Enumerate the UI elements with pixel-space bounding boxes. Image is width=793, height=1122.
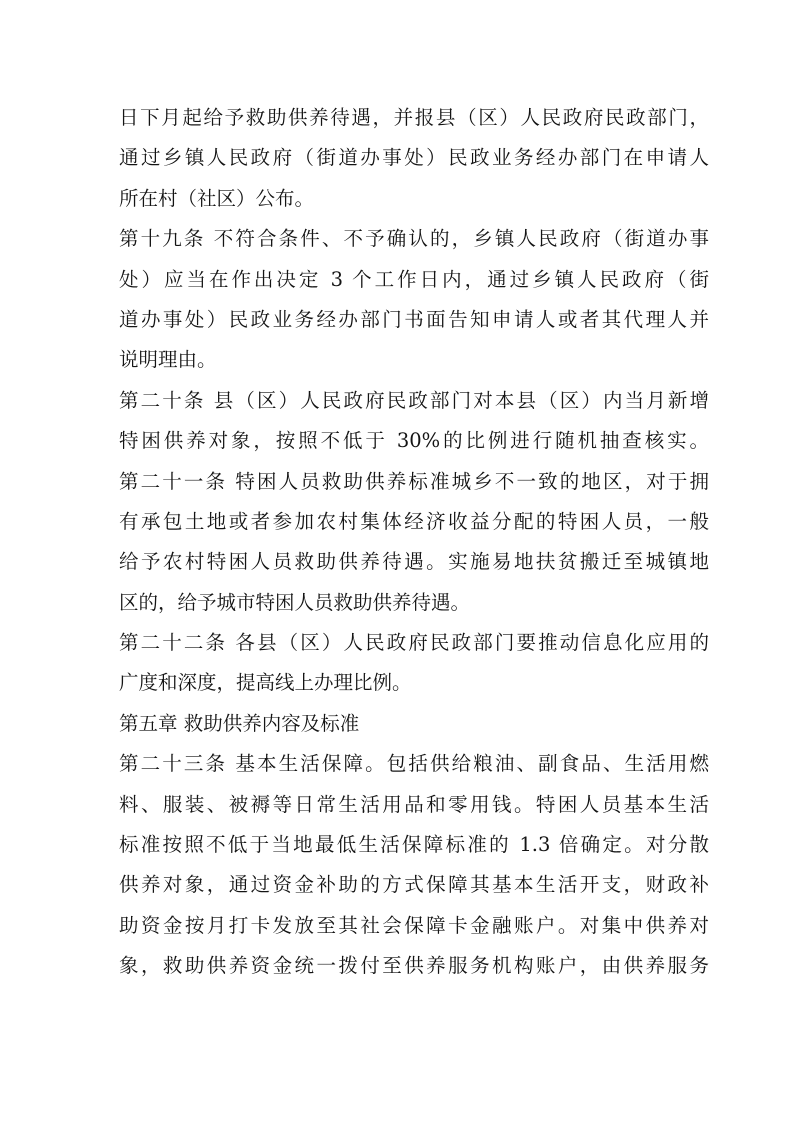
text-line: 特困供养对象，按照不低于 30%的比例进行随机抽查核实。 (119, 429, 709, 453)
text-line: 第二十三条 基本生活保障。包括供给粮油、副食品、生活用燃 (119, 752, 709, 776)
text-line: 第五章 救助供养内容及标准 (119, 711, 360, 735)
text-line: 供养对象，通过资金补助的方式保障其基本生活开支，财政补 (119, 873, 709, 897)
text-line: 第二十一条 特困人员救助供养标准城乡不一致的地区，对于拥 (119, 469, 709, 493)
text-line: 日下月起给予救助供养待遇，并报县（区）人民政府民政部门， (119, 106, 709, 129)
text-line: 助资金按月打卡发放至其社会保障卡金融账户。对集中供养对 (119, 913, 709, 937)
text-line: 说明理由。 (119, 348, 217, 372)
text-line: 广度和深度，提高线上办理比例。 (119, 671, 412, 695)
text-line: 第十九条 不符合条件、不予确认的，乡镇人民政府（街道办事 (119, 227, 709, 251)
text-line: 第二十条 县（区）人民政府民政部门对本县（区）内当月新增 (119, 388, 709, 412)
text-line: 区的，给予城市特困人员救助供养待遇。 (119, 590, 471, 614)
text-line: 标准按照不低于当地最低生活保障标准的 1.3 倍确定。对分散 (119, 833, 709, 857)
text-line: 给予农村特困人员救助供养待遇。实施易地扶贫搬迁至城镇地 (119, 550, 709, 574)
text-line: 道办事处）民政业务经办部门书面告知申请人或者其代理人并 (119, 307, 709, 331)
text-line: 象，救助供养资金统一拨付至供养服务机构账户，由供养服务 (119, 954, 709, 978)
text-line: 所在村（社区）公布。 (119, 186, 315, 210)
text-line: 处）应当在作出决定 3 个工作日内，通过乡镇人民政府（街 (119, 267, 709, 291)
text-line: 通过乡镇人民政府（街道办事处）民政业务经办部门在申请人 (119, 146, 709, 170)
text-line: 第二十二条 各县（区）人民政府民政部门要推动信息化应用的 (119, 631, 709, 655)
document-body (119, 98, 709, 987)
text-line: 有承包土地或者参加农村集体经济收益分配的特困人员，一般 (119, 509, 709, 533)
text-line: 料、服装、被褥等日常生活用品和零用钱。特困人员基本生活 (119, 792, 709, 816)
